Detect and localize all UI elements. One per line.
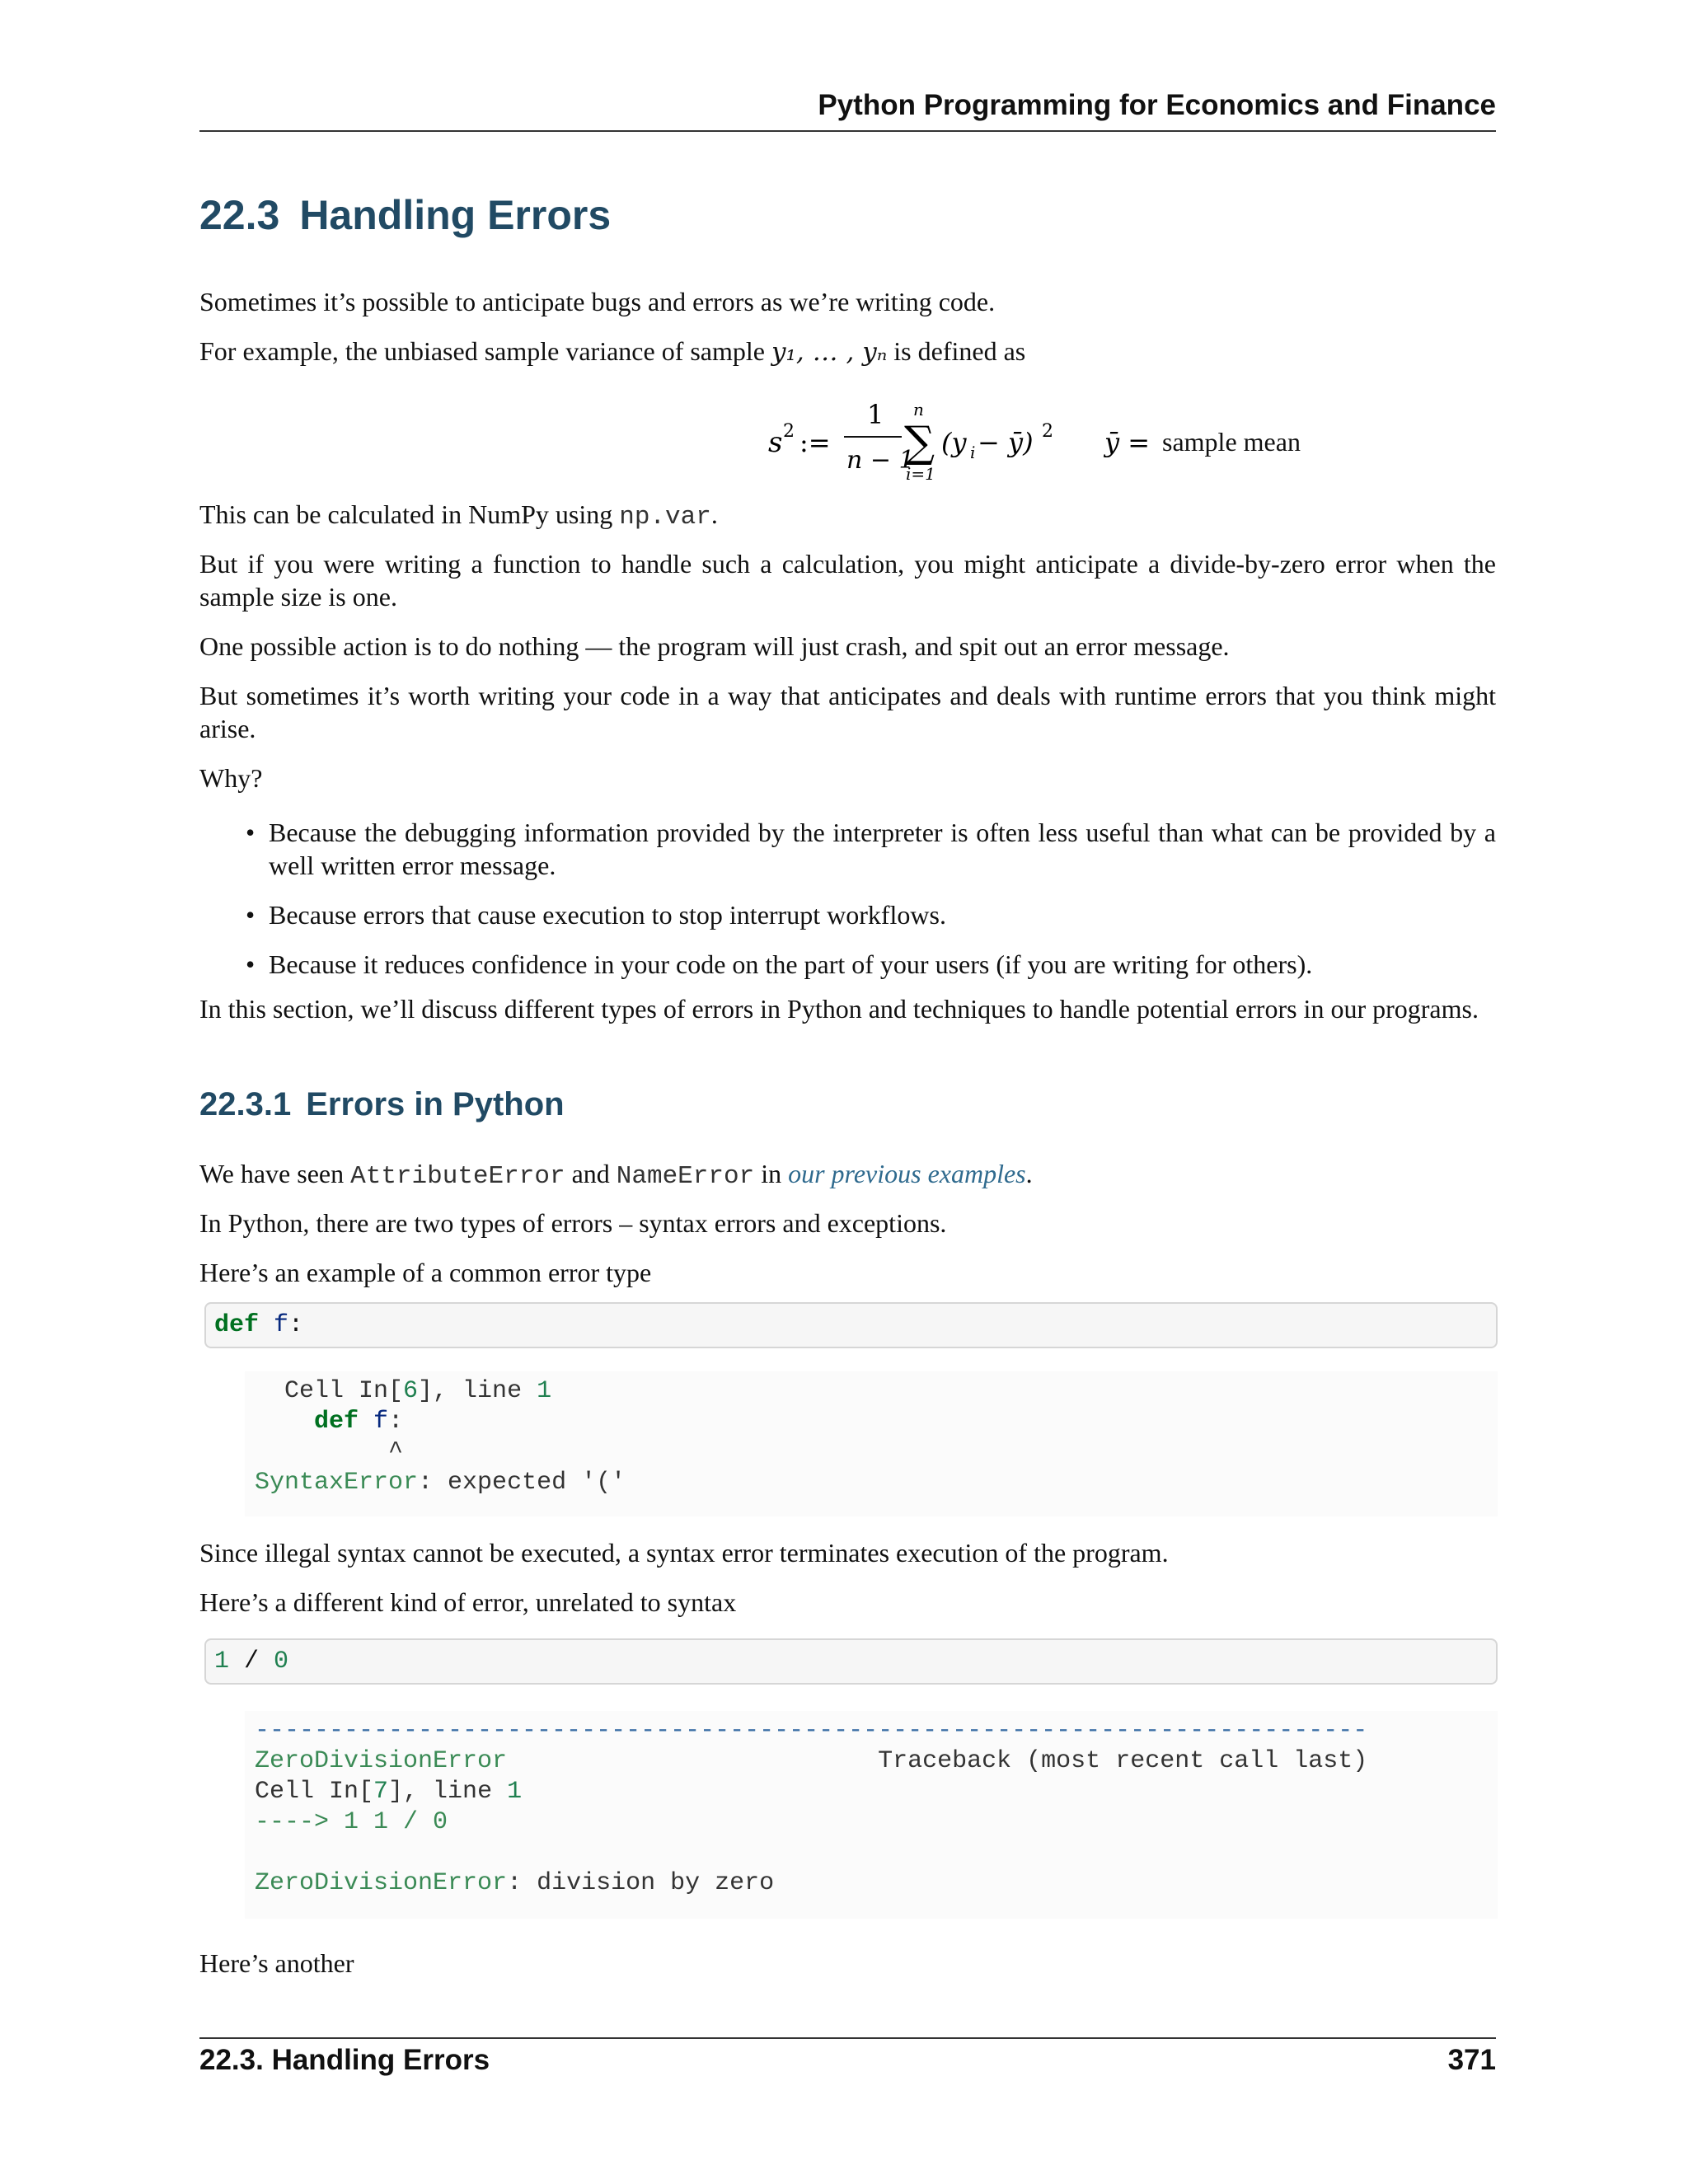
- list-item: • Because it reduces confidence in your code on the part of your users (if you are writing for others).: [246, 949, 1313, 979]
- paragraph-section-summary: In this section, we’ll discuss different types of errors in Python and techniques to handle potential errors in our programs.: [199, 994, 1479, 1024]
- ybar-text: sample mean: [1162, 427, 1301, 457]
- variance-text-a: For example, the unbiased sample variance of sample: [199, 336, 771, 366]
- formula-lhs-exp: 2: [783, 421, 795, 442]
- formula-term-rest: − ȳ): [978, 427, 1034, 458]
- paragraph-syntax-terminates: Since illegal syntax cannot be executed, a syntax error terminates execution of the program.: [199, 1538, 1169, 1568]
- numpy-text-b: .: [710, 499, 718, 529]
- code-output-syntax: Cell In[6], line 1 def f: ^ SyntaxError: expected '(': [245, 1371, 1498, 1516]
- previous-examples-link[interactable]: our previous examples: [788, 1159, 1026, 1188]
- formula-denominator: n − 1: [846, 446, 915, 475]
- sum-lower: i=1: [906, 464, 935, 484]
- subsection-title: Errors in Python: [306, 1086, 565, 1122]
- section-number: 22.3: [199, 192, 280, 238]
- reasons-list: [199, 816, 1496, 997]
- formula-assign: :=: [799, 427, 831, 458]
- footer-section-ref: 22.3. Handling Errors: [199, 2044, 490, 2076]
- paragraph-anticipate: But sometimes it’s worth writing your code in a way that anticipates and deals with runtime errors that you think might arise.: [199, 681, 1496, 743]
- running-header: Python Programming for Economics and Finance: [818, 89, 1496, 121]
- np-var-code: np.var: [619, 503, 711, 532]
- paragraph-do-nothing: One possible action is to do nothing — the program will just crash, and spit out an error message.: [199, 631, 1230, 661]
- subsection-heading: [199, 1086, 565, 1123]
- paragraph-intro: Sometimes it’s possible to anticipate bugs and errors as we’re writing code.: [199, 287, 996, 316]
- sigma-symbol: ∑: [904, 418, 935, 467]
- paragraph-variance: [199, 335, 1496, 368]
- code-input-division: 1 / 0: [204, 1638, 1498, 1685]
- attribute-error-code: AttributeError: [350, 1162, 565, 1191]
- paragraph-different-error: Here’s a different kind of error, unrelated to syntax: [199, 1587, 737, 1617]
- header-rule: [199, 130, 1496, 132]
- paragraph-common-error: Here’s an example of a common error type: [199, 1258, 652, 1287]
- subsection-number: 22.3.1: [199, 1086, 292, 1122]
- footer-rule: [199, 2037, 1496, 2039]
- section-heading: [199, 191, 611, 239]
- paragraph-seen-errors: We have seen AttributeError and NameError in our previous examples.: [199, 1159, 1033, 1191]
- formula-lhs: s: [768, 426, 783, 459]
- ybar-def: ȳ =: [1104, 427, 1147, 458]
- list-item: • Because errors that cause execution to stop interrupt workflows.: [246, 900, 946, 930]
- page-number: 371: [1447, 2044, 1496, 2076]
- paragraph-why: Why?: [199, 763, 263, 793]
- formula-term-sub: i: [970, 443, 976, 462]
- paragraph-another: Here’s another: [199, 1948, 354, 1978]
- code-output-division: --------------------------------------------------------------------------- ZeroDivisionError Traceback (most recent call last) Cell In[7], line 1 ----> 1 1 / 0 ZeroDivisionError: division by zero: [245, 1711, 1498, 1919]
- formula-term: (y: [941, 427, 967, 458]
- numpy-text-a: This can be calculated in NumPy using: [199, 499, 620, 529]
- paragraph-two-types: In Python, there are two types of errors – syntax errors and exceptions.: [199, 1208, 947, 1238]
- name-error-code: NameError: [616, 1162, 755, 1191]
- code-input-syntax: def f:: [204, 1302, 1498, 1348]
- section-title: Handling Errors: [299, 192, 612, 238]
- sample-math: y₁, … , yₙ: [771, 337, 888, 367]
- sum-upper: n: [913, 400, 924, 419]
- variance-text-b: is defined as: [887, 336, 1026, 366]
- formula-term-exp: 2: [1042, 421, 1053, 442]
- paragraph-divide-by-zero: But if you were writing a function to handle such a calculation, you might anticipate a divide-by-zero error when the sample size is one.: [199, 549, 1496, 612]
- page: [199, 0, 1496, 2184]
- variance-formula: [570, 394, 1301, 485]
- paragraph-numpy: [199, 498, 1496, 534]
- formula-numerator: 1: [867, 399, 884, 430]
- list-item: • Because the debugging information provided by the interpreter is often less useful than what can be provided by a well written error message.: [246, 818, 1496, 880]
